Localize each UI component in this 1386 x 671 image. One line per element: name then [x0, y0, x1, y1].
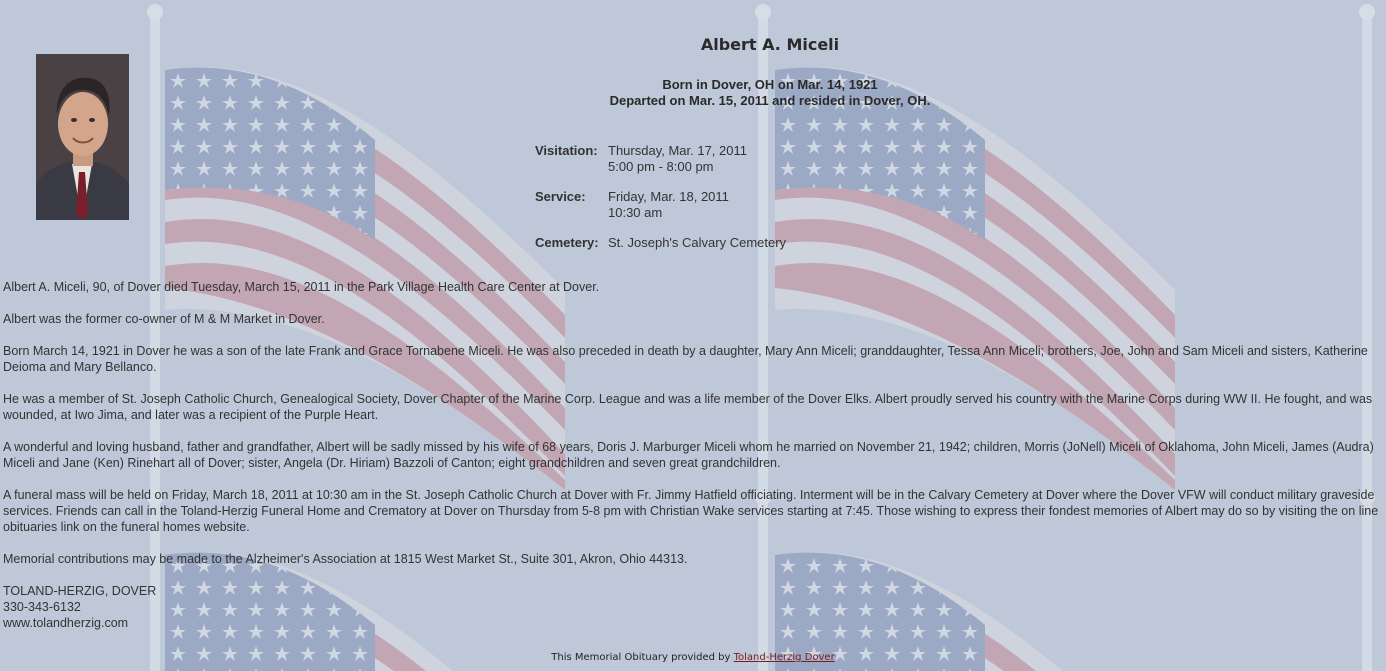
service-time: 10:30 am	[608, 205, 663, 220]
obituary-paragraph: Born March 14, 1921 in Dover he was a son of the late Frank and Grace Tornabene Miceli. He was also preceded in death by a daughter, Mary Ann Miceli; granddaughter, Tessa Ann Miceli; brothers, Joe, John and Sam Miceli and sisters, Katherine Deioma and Mary Bellanco.	[3, 344, 1368, 374]
obituary-paragraph: Albert A. Miceli, 90, of Dover died Tuesday, March 15, 2011 in the Park Village Health Care Center at Dover.	[3, 280, 600, 294]
visitation-date: Thursday, Mar. 17, 2011	[608, 143, 747, 158]
footer-text: This Memorial Obituary provided by	[551, 652, 734, 663]
born-line: Born in Dover, OH on Mar. 14, 1921	[662, 77, 878, 92]
funeral-home-website: www.tolandherzig.com	[3, 616, 129, 630]
service-date: Friday, Mar. 18, 2011	[608, 189, 729, 204]
cemetery-name: St. Joseph's Calvary Cemetery	[608, 235, 787, 250]
obituary-paragraph: Memorial contributions may be made to the Alzheimer's Association at 1815 West Market St., Suite 301, Akron, Ohio 44313.	[3, 552, 688, 566]
service-label: Service:	[535, 189, 586, 204]
visitation-value	[608, 143, 747, 175]
funeral-home-phone: 330-343-6132	[3, 600, 81, 614]
footer	[0, 652, 1386, 663]
life-dates	[520, 77, 1020, 109]
visitation-label: Visitation:	[535, 143, 598, 158]
obituary-text	[3, 279, 1379, 631]
funeral-home-name: TOLAND-HERZIG, DOVER	[3, 584, 157, 598]
cemetery-label: Cemetery:	[535, 235, 599, 250]
visitation-time: 5:00 pm - 8:00 pm	[608, 159, 714, 174]
obituary-paragraph: A funeral mass will be held on Friday, March 18, 2011 at 10:30 am in the St. Joseph Catholic Church at Dover with Fr. Jimmy Hatfield officiating. Interment will be in the Calvary Cemetery at Dover where the Dover VFW will conduct military graveside services. Friends can call in the Toland-Herzig Funeral Home and Crematory at Dover on Thursday from 5-8 pm with Christian Wake services starting at 7:45. Those wishing to express their fondest memories of Albert may do so by visiting the on line obituaries link on the funeral homes website.	[3, 488, 1379, 534]
visitation-row	[535, 143, 786, 175]
service-row	[535, 189, 786, 221]
service-value	[608, 189, 729, 221]
service-details	[535, 143, 786, 265]
departed-line: Departed on Mar. 15, 2011 and resided in Dover, OH.	[609, 93, 931, 108]
obituary-paragraph: Albert was the former co-owner of M & M Market in Dover.	[3, 312, 325, 326]
deceased-name: Albert A. Miceli	[700, 35, 840, 54]
portrait-photo	[36, 54, 129, 220]
cemetery-row	[535, 235, 786, 251]
cemetery-value	[608, 235, 786, 251]
portrait-icon	[36, 54, 129, 220]
funeral-home-link[interactable]: Toland-Herzig Dover	[733, 652, 835, 663]
obituary-paragraph: He was a member of St. Joseph Catholic Church, Genealogical Society, Dover Chapter of the Marine Corp. League and was a life member of the Dover Elks. Albert proudly served his country with the Marine Corps during WW II. He fought, and was wounded, at Iwo Jima, and later was a recipient of the Purple Heart.	[3, 392, 1373, 422]
funeral-home-signature	[3, 583, 1379, 631]
obituary-paragraph: A wonderful and loving husband, father and grandfather, Albert will be sadly missed by his wife of 68 years, Doris J. Marburger Miceli whom he married on November 21, 1942; children, Morris (JoNell) Miceli of Oklahoma, John Miceli, James (Audra) Miceli and Jane (Ken) Rinehart all of Dover; sister, Angela (Dr. Hiriam) Bazzoli of Canton; eight grandchildren and seven great grandchildren.	[3, 440, 1374, 470]
